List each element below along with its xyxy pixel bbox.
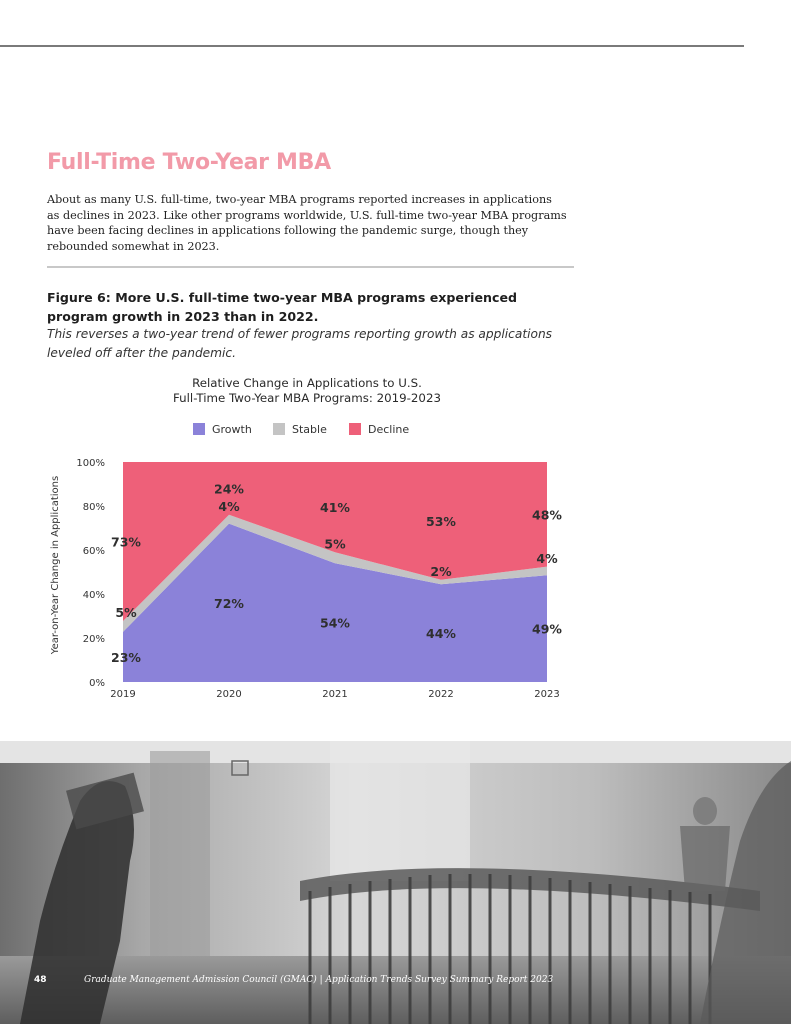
- chart-title-line-2: Full-Time Two-Year MBA Programs: 2019-2023: [173, 391, 441, 405]
- top-rule: [0, 45, 744, 47]
- data-label-stable: 4%: [536, 550, 558, 566]
- figure-title: Figure 6: More U.S. full-time two-year MBA programs experienced program growth in 2023 than in 2022.: [47, 290, 518, 324]
- footer-text: Graduate Management Admission Council (GMAC) | Application Trends Survey Summary Report 2023: [84, 975, 554, 985]
- y-tick-label: 60%: [82, 546, 105, 557]
- y-tick-label: 20%: [82, 634, 105, 645]
- x-tick-label: 2023: [534, 689, 560, 700]
- legend-label-stable: Stable: [292, 423, 327, 436]
- legend-label-decline: Decline: [368, 423, 410, 436]
- data-label-stable: 2%: [430, 563, 452, 579]
- page-number: 48: [34, 975, 47, 985]
- y-tick-label: 0%: [89, 678, 105, 689]
- x-axis: [110, 689, 559, 700]
- section-intro: About as many U.S. full-time, two-year MBA programs reported increases in applications as declines in 2023. Like other programs worldwide, U.S. full-time two-year MBA programs have been facing declines in applications following the pandemic surge, though they rebounded somewhat in 2023.: [47, 193, 567, 253]
- data-label-decline: 73%: [111, 534, 141, 550]
- legend-swatch-growth: [193, 423, 205, 435]
- x-tick-label: 2021: [322, 689, 348, 700]
- stacked-area-chart: [0, 368, 791, 708]
- data-label-decline: 41%: [320, 500, 350, 516]
- figure-subtitle: This reverses a two-year trend of fewer programs reporting growth as applications leveled off after the pandemic.: [47, 327, 553, 360]
- data-label-stable: 4%: [218, 499, 240, 514]
- data-label-decline: 24%: [214, 481, 244, 497]
- data-label-stable: 5%: [115, 605, 137, 621]
- data-label-growth: 54%: [320, 615, 350, 631]
- legend-label-growth: Growth: [212, 423, 252, 436]
- chart-areas: [123, 462, 547, 682]
- data-label-growth: 49%: [532, 621, 562, 637]
- data-label-stable: 5%: [324, 536, 346, 552]
- section-divider: [47, 266, 574, 268]
- legend-swatch-stable: [273, 423, 285, 435]
- x-tick-label: 2020: [216, 689, 242, 700]
- x-tick-label: 2022: [428, 689, 454, 700]
- legend-swatch-decline: [349, 423, 361, 435]
- section-title: Full-Time Two-Year MBA: [47, 150, 331, 175]
- chart-legend: [193, 423, 409, 436]
- data-label-decline: 53%: [426, 513, 456, 529]
- data-label-growth: 44%: [426, 626, 456, 642]
- data-label-growth: 72%: [214, 595, 244, 611]
- y-axis: [76, 458, 105, 689]
- data-label-growth: 23%: [111, 649, 141, 665]
- y-tick-label: 40%: [82, 590, 105, 601]
- y-tick-label: 80%: [82, 502, 105, 513]
- chart-title-line-1: Relative Change in Applications to U.S.: [192, 376, 422, 390]
- y-axis-label: Year-on-Year Change in Applications: [50, 475, 61, 655]
- y-tick-label: 100%: [76, 458, 105, 469]
- x-tick-label: 2019: [110, 689, 136, 700]
- data-label-decline: 48%: [532, 507, 562, 523]
